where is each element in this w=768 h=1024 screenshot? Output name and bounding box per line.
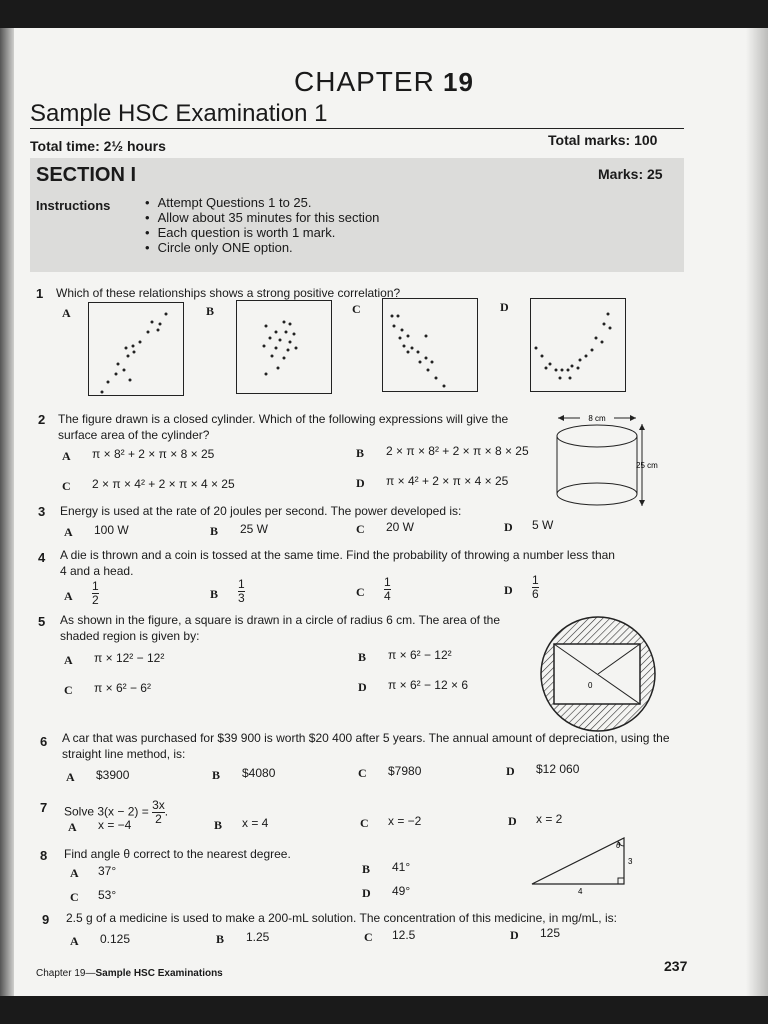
q7-fraction: $\frac{3x}{2}$ xyxy=(152,798,165,826)
q3-number: 3 xyxy=(38,504,46,519)
q9-number: 9 xyxy=(42,912,50,927)
q9-option-a: 0.125 xyxy=(100,932,131,946)
q4-option-a-label: A xyxy=(64,589,73,603)
q8-text: Find angle θ correct to the nearest degree. xyxy=(64,847,291,861)
scatter-plot-d-icon xyxy=(530,298,626,392)
q4-option-b-label: B xyxy=(210,587,219,601)
section-marks: Marks: 25 xyxy=(598,166,663,182)
q9-option-a-label: A xyxy=(70,934,79,948)
q9-option-d: 125 xyxy=(540,926,561,940)
q9-option-d-label: D xyxy=(510,928,519,942)
scatter-plot-a-icon xyxy=(88,302,184,396)
q9-text: 2.5 g of a medicine is used to make a 200-mL solution. The concentration of this medicine, in mg/mL, is: xyxy=(66,911,617,925)
chapter-heading: CHAPTER 19 xyxy=(294,66,474,97)
exam-subtitle: Sample HSC Examination 1 xyxy=(30,100,328,127)
q7-option-d: x = 2 xyxy=(536,812,563,826)
q6-option-b-label: B xyxy=(212,768,221,782)
q7-option-b: x = 4 xyxy=(242,816,269,830)
instructions-label: Instructions xyxy=(36,198,111,213)
page-footer: Chapter 19—Sample HSC Examinations xyxy=(36,968,223,979)
q4-option-c-label: C xyxy=(356,585,365,599)
q9-option-b-label: B xyxy=(216,932,225,946)
instruction-item: • Circle only ONE option. xyxy=(145,240,379,255)
q6-option-b: $4080 xyxy=(242,766,276,780)
right-triangle-diagram-icon xyxy=(528,834,640,896)
q2-option-a: π × 8² + 2 × π × 8 × 25 xyxy=(92,447,215,461)
q3-option-b-label: B xyxy=(210,524,219,538)
q5-option-c: π × 6² − 6² xyxy=(94,681,151,695)
circle-square-diagram-icon xyxy=(536,614,660,734)
q2-option-c: 2 × π × 4² + 2 × π × 4 × 25 xyxy=(92,477,235,491)
q5-option-d: π × 6² − 12 × 6 xyxy=(388,678,468,692)
heading-rule xyxy=(30,128,684,129)
instruction-item: • Each question is worth 1 mark. xyxy=(145,225,379,240)
q3-option-a-label: A xyxy=(64,525,73,539)
q7-option-a: x = −4 xyxy=(98,818,132,832)
q7-number: 7 xyxy=(40,800,48,815)
q1-number: 1 xyxy=(36,286,44,301)
q3-option-b: 25 W xyxy=(240,522,269,536)
q2-text: The figure drawn is a closed cylinder. Which of the following expressions will give the surface area of the cylinder? xyxy=(58,412,509,442)
q7-option-d-label: D xyxy=(508,814,517,828)
q6-option-d: $12 060 xyxy=(536,762,580,776)
q1-label-a: A xyxy=(62,306,71,320)
q7-option-c: x = −2 xyxy=(388,814,422,828)
q8-option-b: 41° xyxy=(392,860,411,874)
q7-option-a-label: A xyxy=(68,820,77,834)
q3-option-a: 100 W xyxy=(94,523,129,537)
q3-option-c-label: C xyxy=(356,522,365,536)
q6-number: 6 xyxy=(40,734,48,749)
q4-text: A die is thrown and a coin is tossed at the same time. Find the probability of throwing a number less than 4 and a head. xyxy=(60,548,615,578)
q9-option-c-label: C xyxy=(364,930,373,944)
q4-option-d-label: D xyxy=(504,583,513,597)
q2-option-a-label: A xyxy=(62,449,71,463)
q9-option-b: 1.25 xyxy=(246,930,270,944)
q6-option-d-label: D xyxy=(506,764,515,778)
instruction-item: • Allow about 35 minutes for this section xyxy=(145,210,379,225)
q5-option-b-label: B xyxy=(358,650,367,664)
instructions-list xyxy=(145,195,379,255)
q2-option-b-label: B xyxy=(356,446,365,460)
q8-option-c: 53° xyxy=(98,888,117,902)
page-number: 237 xyxy=(664,958,688,974)
q8-number: 8 xyxy=(40,848,48,863)
q6-option-a-label: A xyxy=(66,770,75,784)
cylinder-diagram-icon xyxy=(548,406,670,512)
q8-option-b-label: B xyxy=(362,862,371,876)
triangle-side-base-label: 4 xyxy=(578,887,583,896)
q3-option-c: 20 W xyxy=(386,520,415,534)
q4-option-c-fraction: $\frac{1}{4}$ xyxy=(384,575,391,603)
q2-option-c-label: C xyxy=(62,479,71,493)
q1-label-b: B xyxy=(206,304,215,318)
q4-option-a-fraction: $\frac{1}{2}$ xyxy=(92,579,99,607)
q5-option-c-label: C xyxy=(64,683,73,697)
q7-option-b-label: B xyxy=(214,818,223,832)
page-edge-shadow xyxy=(746,28,768,996)
q8-option-d: 49° xyxy=(392,884,411,898)
q1-text: Which of these relationships shows a strong positive correlation? xyxy=(56,286,401,300)
q6-option-c-label: C xyxy=(358,766,367,780)
q3-text: Energy is used at the rate of 20 joules per second. The power developed is: xyxy=(60,504,462,518)
q2-option-d-label: D xyxy=(356,476,365,490)
q2-option-b: 2 × π × 8² + 2 × π × 8 × 25 xyxy=(386,444,529,458)
q6-option-c: $7980 xyxy=(388,764,422,778)
circle-centre-label: 0 xyxy=(588,681,593,690)
q8-option-a-label: A xyxy=(70,866,79,880)
q5-option-d-label: D xyxy=(358,680,367,694)
q1-label-c: C xyxy=(352,302,361,316)
scatter-plot-b-icon xyxy=(236,300,332,394)
q9-option-c: 12.5 xyxy=(392,928,416,942)
q6-text: A car that was purchased for $39 900 is worth $20 400 after 5 years. The annual amount of depreciation, using the straight line method, is: xyxy=(62,731,670,761)
q2-option-d: π × 4² + 2 × π × 4 × 25 xyxy=(386,474,509,488)
q2-number: 2 xyxy=(38,412,46,427)
q4-option-b-fraction: $\frac{1}{3}$ xyxy=(238,577,245,605)
q5-number: 5 xyxy=(38,614,46,629)
cylinder-height-label: 25 cm xyxy=(636,461,658,470)
q6-option-a: $3900 xyxy=(96,768,130,782)
q3-option-d: 5 W xyxy=(532,518,554,532)
scatter-plot-c-icon xyxy=(382,298,478,392)
q7-text: Solve 3(x − 2) = $\frac{3x}{2}$ . xyxy=(64,798,169,826)
page-binding-shadow xyxy=(0,28,14,996)
triangle-side-vertical-label: 3 xyxy=(628,857,633,866)
q1-label-d: D xyxy=(500,300,509,314)
q5-option-a-label: A xyxy=(64,653,73,667)
section-title: SECTION I xyxy=(36,164,137,186)
total-marks: Total marks: 100 xyxy=(548,132,658,148)
q4-number: 4 xyxy=(38,550,46,565)
q4-option-d-fraction: $\frac{1}{6}$ xyxy=(532,573,539,601)
q5-option-a: π × 12² − 12² xyxy=(94,651,165,665)
q5-option-b: π × 6² − 12² xyxy=(388,648,452,662)
q8-option-a: 37° xyxy=(98,864,117,878)
triangle-angle-label: θ xyxy=(616,841,621,850)
cylinder-width-label: 8 cm xyxy=(588,414,606,423)
q7-option-c-label: C xyxy=(360,816,369,830)
q8-option-c-label: C xyxy=(70,890,79,904)
q3-option-d-label: D xyxy=(504,520,513,534)
instruction-item: • Attempt Questions 1 to 25. xyxy=(145,195,379,210)
q8-option-d-label: D xyxy=(362,886,371,900)
exam-page xyxy=(0,28,768,996)
q5-text: As shown in the figure, a square is drawn in a circle of radius 6 cm. The area of the shaded region is given by: xyxy=(60,613,501,643)
total-time: Total time: 2½ hours xyxy=(30,138,166,154)
